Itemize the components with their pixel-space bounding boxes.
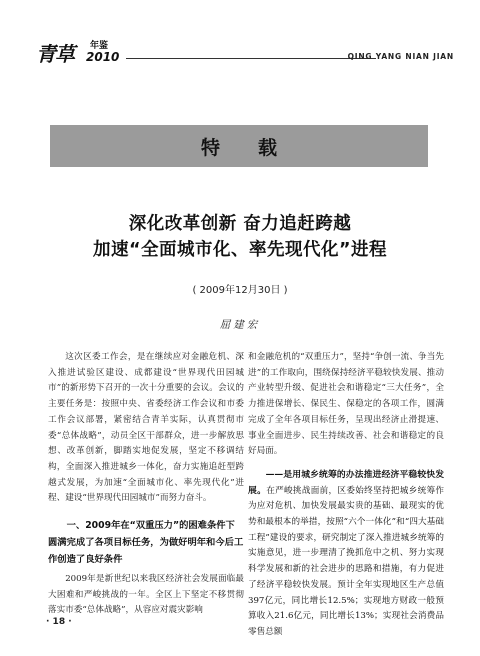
subsection-heading-text: ——是用城乡统筹的办法推进经济平稳较快发展。 — [248, 469, 444, 496]
section-banner — [50, 125, 428, 167]
logo-year: 2010 — [86, 50, 120, 64]
page-number: · 18 · — [46, 617, 72, 627]
header-pinyin: QING YANG NIAN JIAN — [347, 52, 454, 61]
banner-text: 特载 — [200, 136, 315, 159]
paragraph: 这次区委工作会，是在继续应对金融危机、深入推进试验区建设、成都建设“世界现代田园城市”的新形势下召开的一次十分重要的会议。会议的主要任务是：按照中央、省委经济工作会议和市委工作会议部署，紧密结合青羊实际，认真贯彻市委“总体战略”，动员全区干部群众，进一步解放思想、改革创新，脚踏实地促发展，坚定不移调结构，全面深入推进城乡一体化，奋力实施追赶型跨越式发展，为加速“全面城市化、率先现代化”进程、建设“世界现代田园城市”而努力奋斗。 — [48, 352, 244, 504]
logo-main-text: 青草 — [36, 42, 74, 66]
article-title-line1: 深化改革创新 奋力追赶跨越 — [128, 214, 352, 234]
right-column — [248, 350, 444, 641]
article-title-line2: 加速“全面城市化、率先现代化”进程 — [92, 240, 387, 260]
article-date: ( 2009年12月30日 ) — [192, 285, 288, 296]
left-column — [48, 350, 244, 619]
page-header — [28, 36, 454, 68]
paragraph: 和金融危机的“双重压力”，坚持“争创一流、争当先进”的工作取向，围绕保持经济平稳较快发展、推动产业转型升级、促进社会和谐稳定“三大任务”，全力推进保增长、保民生、保稳定的各项工作，圆满完成了全年各项目标任务，呈现出经济止滑提速、事业全面进步、民生持续改善、社会和谐稳定的良好局面。 — [248, 352, 444, 457]
header-rule — [126, 58, 376, 59]
paragraph: 2009年是新世纪以来我区经济社会发展面临最大困难和严峻挑战的一年。全区上下坚定不移贯彻落实市委“总体战略”，从容应对震灾影响 — [48, 574, 244, 616]
subsection-heading — [248, 468, 444, 641]
article-author: 屈建宏 — [219, 319, 261, 331]
logo-small-text: 年鉴 — [90, 41, 109, 51]
yearbook-logo — [28, 36, 128, 68]
paragraph: 在严峻挑战面前，区委始终坚持把城乡统筹作为应对危机、加快发展最实贵的基础、最现实的优势和最根本的举措，按照“六个一体化”和“四大基础工程”建设的要求，研究制定了深入推进城乡统筹的实施意见，进一步理清了挽抓危中之机、努力实现科学发展和新的社会进步的思路和措施，有力促进了经济平稳较快发展。预计全年实现地区生产总值397亿元，同比增长12.5%；实现地方财政一般预算收入21.6亿元，同比增长13%；实现社会消费品零售总额 — [248, 485, 444, 637]
section-heading: 一、2009年在“双重压力”的困难条件下圆满完成了各项目标任务，为做好明年和今后工作创造了良好条件 — [48, 520, 244, 566]
